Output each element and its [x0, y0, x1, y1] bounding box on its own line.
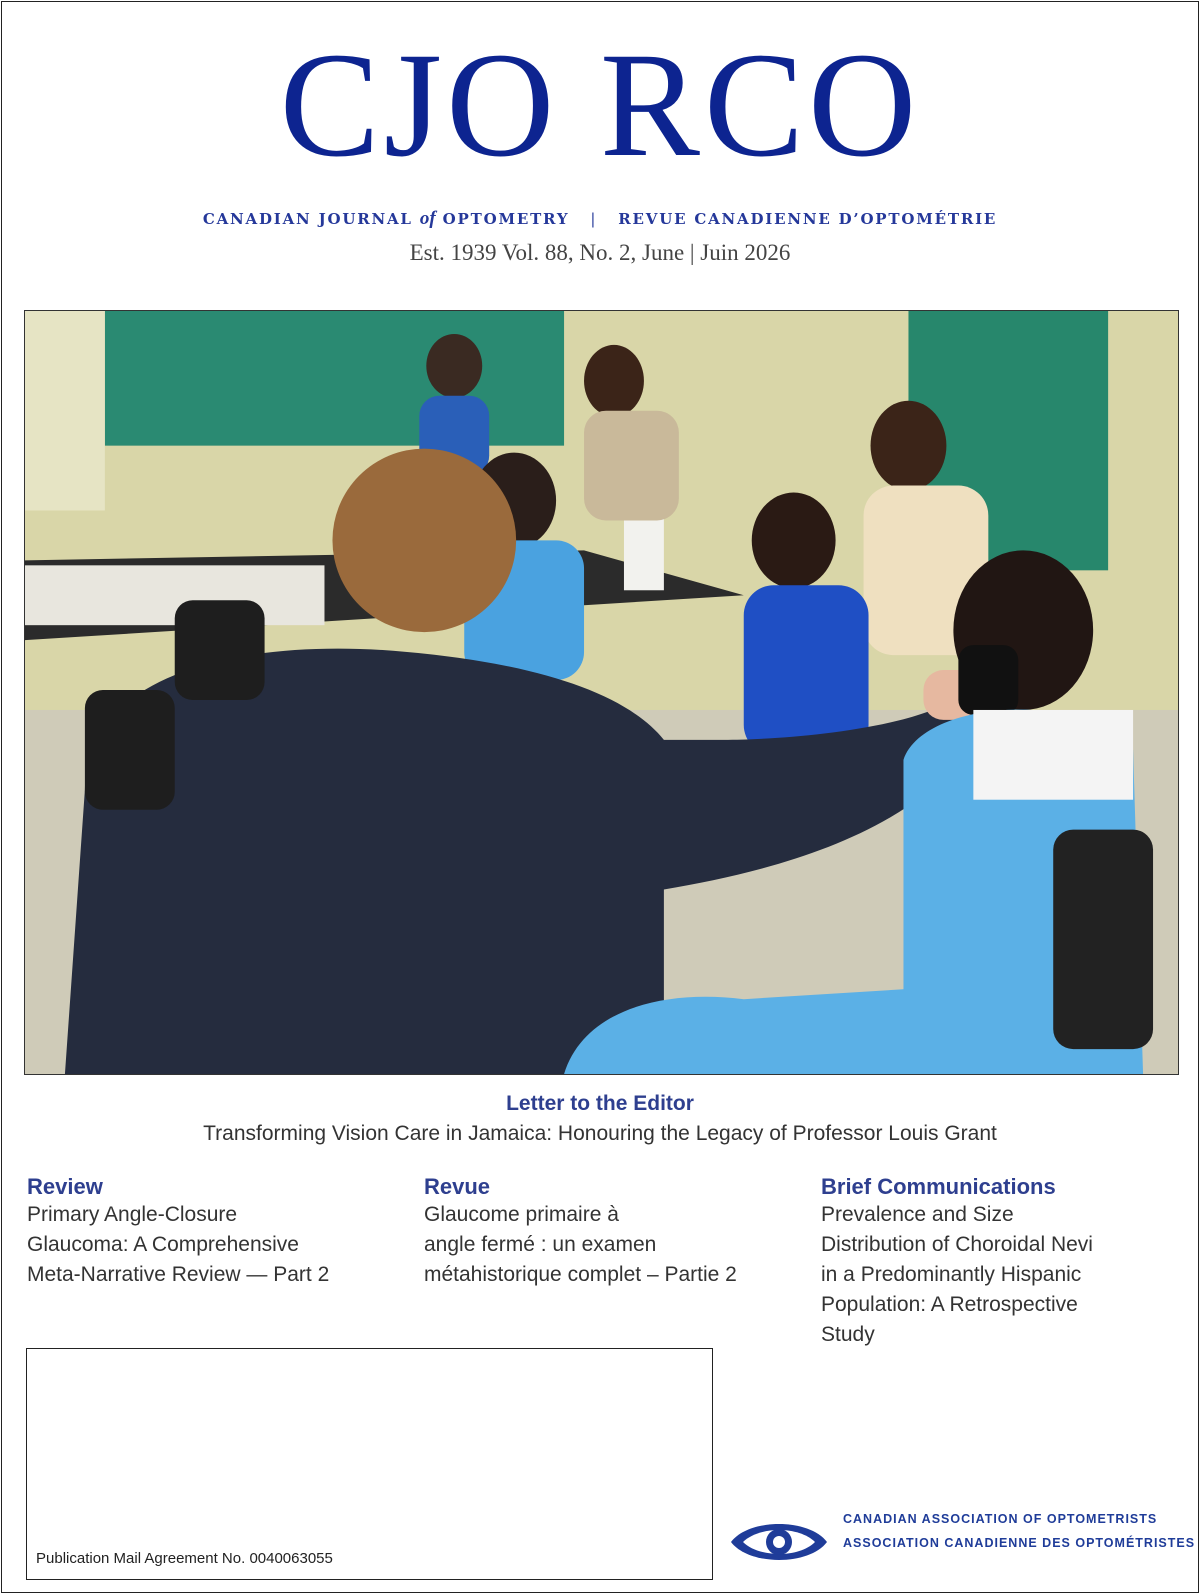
- subtitle-fr: REVUE CANADIENNE D’OPTOMÉTRIE: [618, 210, 998, 228]
- toc-article-title: Prevalence and Size Distribution of Choroidal Nevi in a Predominantly Hispanic Population: A Retrospective Study: [821, 1203, 1093, 1346]
- subtitle-en-post: OPTOMETRY: [442, 210, 570, 228]
- eye-icon: [729, 1512, 829, 1572]
- cover-photo: [24, 310, 1179, 1075]
- toc-section-label: Revue: [424, 1174, 491, 1199]
- toc-article-title: Glaucome primaire à angle fermé : un examen métahistorique complet – Partie 2: [424, 1203, 737, 1286]
- publication-mail-agreement: Publication Mail Agreement No. 0040063055: [36, 1550, 333, 1567]
- toc-article-title: Primary Angle-Closure Glaucoma: A Comprehensive Meta-Narrative Review — Part 2: [27, 1203, 330, 1286]
- toc-column-brief-communications: [821, 1173, 1200, 1350]
- subtitle-en-of: of: [419, 208, 436, 229]
- journal-masthead: CJO RCO: [279, 22, 921, 188]
- toc-section-label: Review: [27, 1174, 103, 1199]
- toc-column-revue: [424, 1173, 804, 1290]
- issue-line: Est. 1939 Vol. 88, No. 2, June | Juin 2026: [409, 240, 791, 265]
- journal-subtitle: [0, 208, 1200, 230]
- feature-article-title: Transforming Vision Care in Jamaica: Honouring the Legacy of Professor Louis Grant: [203, 1122, 997, 1145]
- association-logo-block: [729, 1508, 1196, 1578]
- mailing-label-box: [26, 1348, 713, 1580]
- subtitle-separator: |: [590, 210, 598, 228]
- association-name-en: CANADIAN ASSOCIATION OF OPTOMETRISTS: [843, 1512, 1158, 1526]
- association-name-fr: ASSOCIATION CANADIENNE DES OPTOMÉTRISTES: [843, 1536, 1196, 1550]
- subtitle-en-pre: CANADIAN JOURNAL: [202, 210, 413, 228]
- toc-column-review: [27, 1173, 407, 1290]
- feature-section-label: Letter to the Editor: [506, 1092, 694, 1115]
- cover-photo-illustration: [25, 311, 1178, 1074]
- toc-section-label: Brief Communications: [821, 1174, 1056, 1199]
